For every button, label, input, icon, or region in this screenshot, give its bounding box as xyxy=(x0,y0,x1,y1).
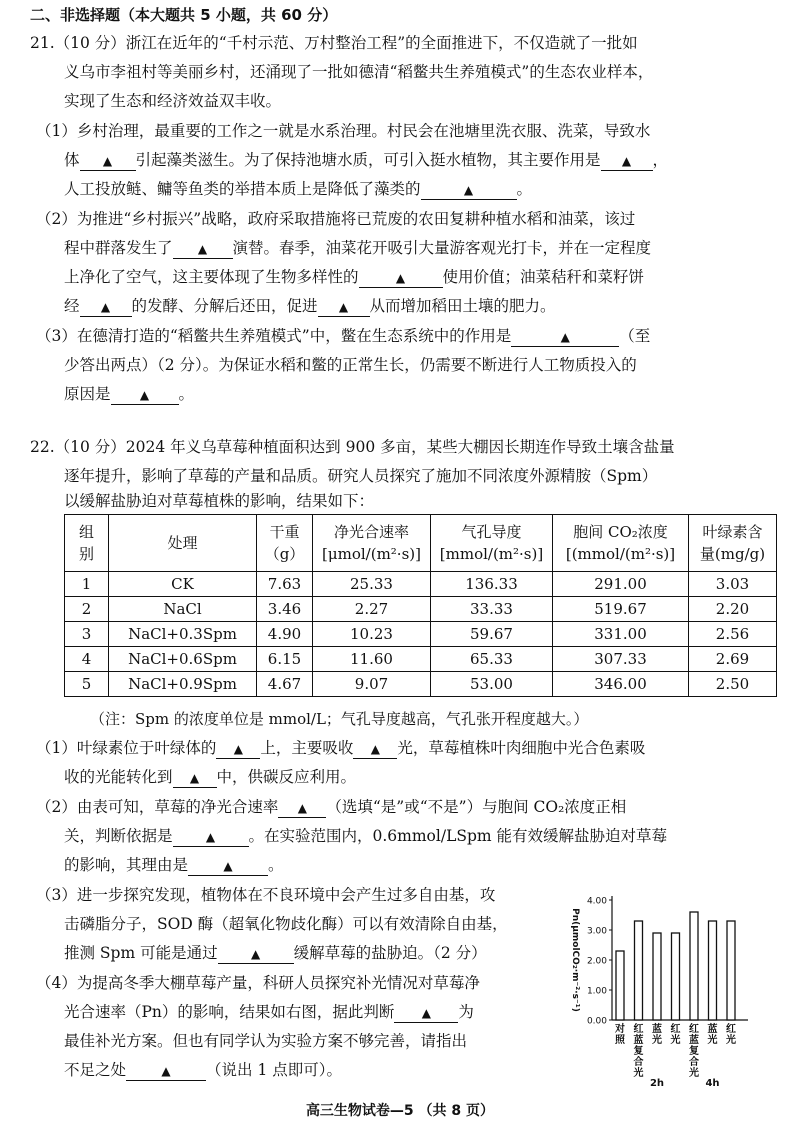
bar xyxy=(709,921,717,1020)
q22-3-line-2: 击磷脂分子，SOD 酶（超氧化物歧化酶）可以有效清除自由基， xyxy=(64,915,508,933)
table-header-cell: 气孔导度 [mmol/(m²·s)] xyxy=(431,515,553,572)
table-header-cell: 胞间 CO₂浓度 [(mmol/(m²·s)] xyxy=(553,515,689,572)
q22-4-line-4: 不足之处 ▲ （说出 1 点即可）。 xyxy=(64,1061,342,1079)
table-row: 4 NaCl+0.6Spm 6.15 11.60 65.33 307.33 2.69 xyxy=(65,647,777,672)
table-header-cell: 干重 （g） xyxy=(257,515,313,572)
table-row: 2 NaCl 3.46 2.27 33.33 519.67 2.20 xyxy=(65,597,777,622)
bar xyxy=(672,933,680,1020)
x-tick-label: 光 xyxy=(726,1035,736,1046)
answer-blank[interactable]: ▲ xyxy=(80,298,132,317)
x-tick-label: 红 xyxy=(670,1024,681,1035)
y-tick-label: 1.00 xyxy=(586,986,607,997)
bar xyxy=(616,951,624,1020)
answer-blank[interactable]: ▲ xyxy=(126,1062,206,1081)
y-tick-label: 3.00 xyxy=(586,926,607,937)
table-row: 5 NaCl+0.9Spm 4.67 9.07 53.00 346.00 2.50 xyxy=(65,672,777,697)
table-header-row xyxy=(65,515,777,572)
q22-3-line-3: 推测 Spm 可能是通过 ▲ 缓解草莓的盐胁迫。（2 分） xyxy=(64,944,487,962)
x-tick-label: 红 xyxy=(726,1024,736,1035)
q21-3-line-3: 原因是 ▲ 。 xyxy=(64,385,195,403)
table-header-cell: 处理 xyxy=(109,515,257,572)
y-tick-label: 0.00 xyxy=(586,1016,607,1027)
group-label: 2h xyxy=(649,1078,665,1089)
page-footer: 高三生物试卷—5 （共 8 页） xyxy=(305,1103,495,1119)
x-tick-label: 光 xyxy=(707,1035,718,1046)
answer-blank[interactable]: ▲ xyxy=(394,1004,458,1023)
x-tick-label: 合 xyxy=(633,1057,644,1068)
x-tick-label: 蓝 xyxy=(707,1024,718,1035)
table-note: （注：Spm 的浓度单位是 mmol/L；气孔导度越高，气孔张开程度越大。） xyxy=(90,710,589,728)
q22-intro-line-3: 以缓解盐胁迫对草莓植株的影响，结果如下： xyxy=(64,492,375,510)
answer-blank[interactable]: ▲ xyxy=(80,152,136,171)
answer-blank[interactable]: ▲ xyxy=(173,769,217,788)
table-header-cell: 净光合速率 [μmol/(m²·s)] xyxy=(313,515,431,572)
q21-2-line-4: 经 ▲ 的发酵、分解后还田，促进 ▲ 从而增加稻田土壤的肥力。 xyxy=(64,297,556,315)
answer-blank[interactable]: ▲ xyxy=(173,240,233,259)
q22-3-line-1: （3）进一步探究发现，植物体在不良环境中会产生过多自由基，攻 xyxy=(36,886,496,904)
q21-3-line-2: 少答出两点）（2 分）。为保证水稻和鳖的正常生长，仍需要不断进行人工物质投入的 xyxy=(64,356,637,374)
x-tick-label: 蓝 xyxy=(689,1035,699,1046)
x-tick-label: 光 xyxy=(670,1035,681,1046)
q21-intro-line-2: 义乌市李祖村等美丽乡村，还涌现了一批如德清“稻鳖共生养殖模式”的生态农业样本， xyxy=(64,63,654,81)
q21-intro-line-3: 实现了生态和经济效益双丰收。 xyxy=(64,92,282,110)
x-tick-label: 红 xyxy=(633,1024,644,1035)
answer-blank[interactable]: ▲ xyxy=(353,740,397,759)
x-tick-label: 对 xyxy=(615,1024,625,1035)
y-tick-label: 4.00 xyxy=(586,896,607,907)
q21-2-line-2: 程中群落发生了 ▲ 演替。春季，油菜花开吸引大量游客观光打卡，并在一定程度 xyxy=(64,239,652,257)
q22-4-line-1: （4）为提高冬季大棚草莓产量，科研人员探究补光情况对草莓净 xyxy=(36,974,480,992)
q22-1-line-1: （1）叶绿素位于叶绿体的 ▲ 上，主要吸收 ▲ 光，草莓植株叶肉细胞中光合色素吸 xyxy=(36,739,646,757)
q22-intro-line-1: 22.（10 分）2024 年义乌草莓种植面积达到 900 多亩，某些大棚因长期连作导致土壤含盐量 xyxy=(30,438,675,456)
x-tick-label: 合 xyxy=(689,1057,699,1068)
x-tick-label: 照 xyxy=(615,1035,625,1046)
answer-blank[interactable]: ▲ xyxy=(216,740,260,759)
pn-bar-chart xyxy=(560,878,760,1090)
bar xyxy=(690,912,698,1020)
table-row: 3 NaCl+0.3Spm 4.90 10.23 59.67 331.00 2.56 xyxy=(65,622,777,647)
answer-blank[interactable]: ▲ xyxy=(318,298,370,317)
q22-2-line-3: 的影响，其理由是 ▲ 。 xyxy=(64,856,284,874)
y-tick-label: 2.00 xyxy=(586,956,607,967)
table-header-cell: 叶绿素含 量(mg/g) xyxy=(689,515,777,572)
answer-blank[interactable]: ▲ xyxy=(511,328,619,347)
q22-4-line-2: 光合速率（Pn）的影响，结果如右图，据此判断 ▲ 为 xyxy=(64,1003,474,1021)
q22-intro-line-2: 逐年提升，影响了草莓的产量和品质。研究人员探究了施加不同浓度外源精胺（Spm） xyxy=(64,467,658,485)
results-table xyxy=(64,514,777,697)
section-title: 二、非选择题（本大题共 5 小题，共 60 分） xyxy=(30,6,338,24)
q21-1-line-1: （1）乡村治理，最重要的工作之一就是水系治理。村民会在池塘里洗衣服、洗菜，导致水 xyxy=(36,122,651,140)
bar xyxy=(653,933,661,1020)
q21-2-line-3: 上净化了空气，这主要体现了生物多样性的 ▲ 使用价值；油菜秸秆和菜籽饼 xyxy=(64,268,645,286)
x-tick-label: 蓝 xyxy=(633,1035,644,1046)
bar xyxy=(727,921,735,1020)
x-tick-label: 蓝 xyxy=(652,1024,662,1035)
answer-blank[interactable]: ▲ xyxy=(218,945,294,964)
q22-2-line-2: 关，判断依据是 ▲ 。在实验范围内，0.6mmol/LSpm 能有效缓解盐胁迫对草莓 xyxy=(64,827,668,845)
answer-blank[interactable]: ▲ xyxy=(359,269,443,288)
x-tick-label: 红 xyxy=(689,1024,699,1035)
y-axis-label: Pn(μmolCO₂·m⁻²·s⁻¹) xyxy=(570,908,580,1012)
x-tick-label: 光 xyxy=(689,1068,699,1079)
x-tick-label: 复 xyxy=(633,1046,644,1057)
q21-1-line-2: 体 ▲ 引起藻类滋生。为了保持池塘水质，可引入挺水植物，其主要作用是 ▲ ， xyxy=(64,151,669,169)
group-label: 4h xyxy=(705,1078,720,1089)
q22-1-line-2: 收的光能转化到 ▲ 中，供碳反应利用。 xyxy=(64,768,357,786)
bar xyxy=(635,921,643,1020)
q21-2-line-1: （2）为推进“乡村振兴”战略，政府采取措施将已荒废的农田复耕种植水稻和油菜，该过 xyxy=(36,210,636,228)
x-tick-label: 复 xyxy=(689,1046,699,1057)
q22-4-line-3: 最佳补光方案。但也有同学认为实验方案不够完善，请指出 xyxy=(64,1032,468,1050)
q21-3-line-1: （3）在德清打造的“稻鳖共生养殖模式”中，鳖在生态系统中的作用是 ▲ （至 xyxy=(36,327,651,345)
x-tick-label: 光 xyxy=(652,1035,662,1046)
q22-2-line-1: （2）由表可知，草莓的净光合速率 ▲ （选填“是”或“不是”）与胞间 CO₂浓度正相 xyxy=(36,798,627,816)
q21-1-line-3: 人工投放鲢、鳙等鱼类的举措本质上是降低了藻类的 ▲ 。 xyxy=(64,180,533,198)
answer-blank[interactable]: ▲ xyxy=(601,152,653,171)
table-header-cell: 组 别 xyxy=(65,515,109,572)
answer-blank[interactable]: ▲ xyxy=(278,799,326,818)
q21-intro-line-1: 21.（10 分）浙江在近年的“千村示范、万村整治工程”的全面推进下，不仅造就了一批如 xyxy=(30,34,638,52)
answer-blank[interactable]: ▲ xyxy=(111,386,179,405)
x-tick-label: 光 xyxy=(633,1068,644,1079)
table-row: 1 CK 7.63 25.33 136.33 291.00 3.03 xyxy=(65,572,777,597)
answer-blank[interactable]: ▲ xyxy=(173,828,249,847)
answer-blank[interactable]: ▲ xyxy=(188,857,268,876)
answer-blank[interactable]: ▲ xyxy=(421,181,517,200)
